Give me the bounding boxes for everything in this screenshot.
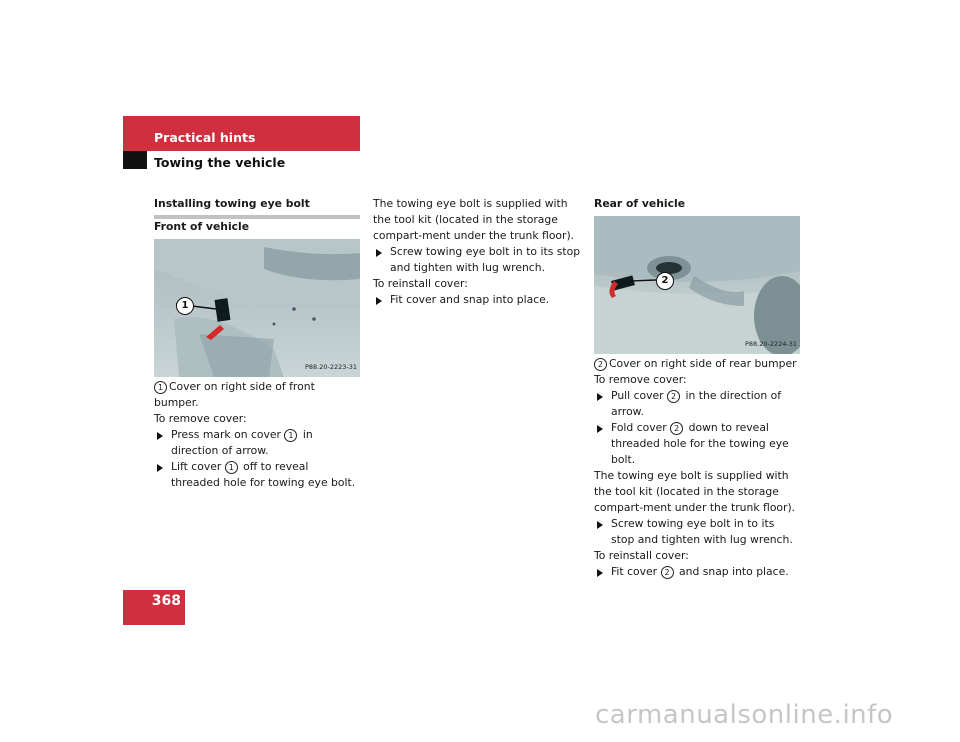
instruction-bullet bbox=[594, 564, 800, 580]
bullet-text: Fold cover bbox=[611, 421, 671, 434]
bullet-text: in direction of arrow. bbox=[171, 428, 313, 457]
watermark: carmanualsonline.info bbox=[595, 700, 894, 730]
caption-text: Cover on right side of rear bumper bbox=[609, 357, 797, 370]
bullet-arrow-icon bbox=[157, 464, 163, 472]
bullet-text: and snap into place. bbox=[675, 565, 789, 578]
bullet-text: Pull cover bbox=[611, 389, 668, 402]
caption bbox=[154, 379, 360, 411]
bullet-arrow-icon bbox=[597, 393, 603, 401]
instruction-bullet bbox=[154, 427, 360, 459]
page-number: 368 bbox=[151, 593, 181, 609]
bullet-arrow-icon bbox=[376, 297, 382, 305]
bullet-arrow-icon bbox=[597, 569, 603, 577]
figure-code: P88.20-2224-31 bbox=[744, 340, 797, 348]
front-subheading: Front of vehicle bbox=[154, 220, 250, 233]
column-front bbox=[154, 196, 360, 491]
callout-1: 1 bbox=[176, 297, 194, 315]
bullet-text: off to reveal threaded hole for towing eye bolt. bbox=[171, 460, 356, 489]
bullet-text: Press mark on cover bbox=[171, 428, 285, 441]
instruction-bullet bbox=[154, 459, 360, 491]
callout-ref: 2 bbox=[594, 358, 607, 371]
intro-text: The towing eye bolt is supplied with the tool kit (located in the storage compart-ment under the trunk floor). bbox=[373, 197, 575, 242]
figure-code: P88.20-2223-31 bbox=[304, 363, 357, 371]
bullet-text: Fit cover and snap into place. bbox=[390, 293, 550, 306]
callout-ref: 2 bbox=[667, 390, 680, 403]
callout-ref: 1 bbox=[225, 461, 238, 474]
front-bumper-figure bbox=[154, 239, 360, 377]
callout-ref: 2 bbox=[661, 566, 674, 579]
rear-bumper-figure bbox=[594, 216, 800, 354]
caption bbox=[594, 356, 800, 372]
intro-text: The towing eye bolt is supplied with the tool kit (located in the storage compart-ment under the trunk floor). bbox=[594, 469, 796, 514]
callout-ref: 2 bbox=[670, 422, 683, 435]
bullet-text: in the direction of arrow. bbox=[611, 389, 782, 418]
instruction-bullet bbox=[373, 292, 581, 308]
callout-2: 2 bbox=[656, 272, 674, 290]
column-rear bbox=[594, 196, 800, 580]
bullet-text: Screw towing eye bolt in to its stop and tighten with lug wrench. bbox=[390, 245, 581, 274]
bullet-text: down to reveal threaded hole for the towing eye bolt. bbox=[611, 421, 789, 466]
section-title: Practical hints bbox=[154, 130, 256, 145]
bullet-text: Screw towing eye bolt in to its stop and tighten with lug wrench. bbox=[611, 517, 793, 546]
bullet-arrow-icon bbox=[376, 249, 382, 257]
header-marker bbox=[123, 151, 147, 169]
page-subtitle: Towing the vehicle bbox=[154, 155, 286, 170]
callout-ref: 1 bbox=[154, 381, 167, 394]
caption-text: Cover on right side of front bumper. bbox=[154, 380, 315, 409]
rear-subheading: Rear of vehicle bbox=[594, 197, 686, 210]
to-remove-label: To remove cover: bbox=[154, 412, 247, 425]
section-heading: Installing towing eye bolt bbox=[154, 196, 360, 219]
to-reinstall-label: To reinstall cover: bbox=[594, 549, 689, 562]
instruction-bullet bbox=[373, 244, 581, 276]
to-reinstall-label: To reinstall cover: bbox=[373, 277, 468, 290]
callout-ref: 1 bbox=[284, 429, 297, 442]
bullet-arrow-icon bbox=[157, 432, 163, 440]
bullet-text: Fit cover bbox=[611, 565, 661, 578]
instruction-bullet bbox=[594, 388, 800, 420]
column-middle bbox=[373, 196, 581, 308]
instruction-bullet bbox=[594, 420, 800, 468]
instruction-bullet bbox=[594, 516, 800, 548]
rear-bumper-image bbox=[594, 216, 800, 354]
to-remove-label: To remove cover: bbox=[594, 373, 687, 386]
bullet-arrow-icon bbox=[597, 521, 603, 529]
bullet-arrow-icon bbox=[597, 425, 603, 433]
bullet-text: Lift cover bbox=[171, 460, 225, 473]
